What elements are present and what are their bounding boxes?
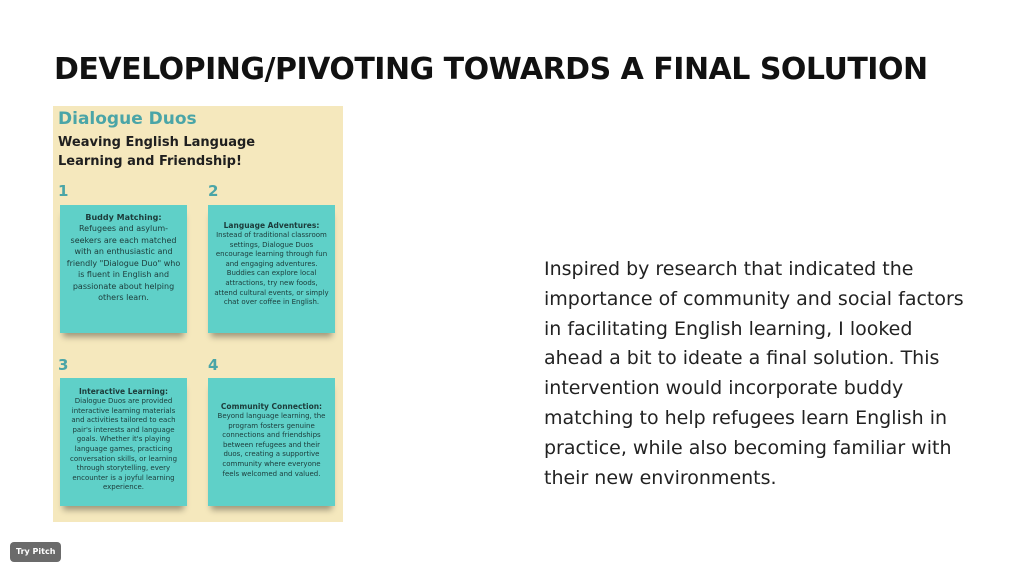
slide-title: DEVELOPING/PIVOTING TOWARDS A FINAL SOLUTION — [54, 52, 928, 87]
note-heading: Community Connection: — [220, 402, 323, 411]
poster-image — [53, 106, 343, 522]
card-number-1: 1 — [58, 182, 69, 200]
note-heading: Language Adventures: — [223, 221, 320, 230]
note-body: Beyond language learning, the program fosters genuine connections and friendships between refugees and their duos, creating a supportive community where everyone feels welcomed and valued. — [217, 412, 326, 478]
note-heading: Buddy Matching: — [85, 213, 162, 222]
poster-title: Dialogue Duos — [58, 109, 197, 129]
note-body: Instead of traditional classroom settings, Dialogue Duos encourage learning through fun and engaging adventures. Buddies can explore local attractions, try new foods, attend cultural events, or simply chat over coffee in English. — [214, 231, 329, 307]
body-paragraph: Inspired by research that indicated the importance of community and social factors in facilitating English learning, I looked ahead a bit to ideate a final solution. This intervention would incorporate buddy matching to help refugees learn English in practice, while also becoming familiar with their new environments. — [544, 258, 964, 489]
sticky-note-buddy-matching — [60, 205, 187, 333]
poster-subtitle: Weaving English Language Learning and Friendship! — [58, 135, 256, 169]
sticky-note-community-connection — [208, 378, 335, 506]
card-number-4: 4 — [208, 356, 219, 374]
card-number-2: 2 — [208, 182, 219, 200]
note-body: Dialogue Duos are provided interactive learning materials and activities tailored to each pair's interests and language goals. Whether it's playing language games, practicing conversation skills, or learning through storytelling, every encounter is a joyful learning experience. — [69, 397, 178, 492]
note-heading: Interactive Learning: — [79, 387, 168, 396]
sticky-note-interactive-learning — [60, 378, 187, 506]
try-pitch-button[interactable]: Try Pitch — [10, 542, 61, 562]
card-number-3: 3 — [58, 356, 69, 374]
note-body: Refugees and asylum-seekers are each matched with an enthusiastic and friendly "Dialogue Duo" who is fluent in English and passionate about helping others learn. — [66, 224, 181, 302]
sticky-note-language-adventures — [208, 205, 335, 333]
